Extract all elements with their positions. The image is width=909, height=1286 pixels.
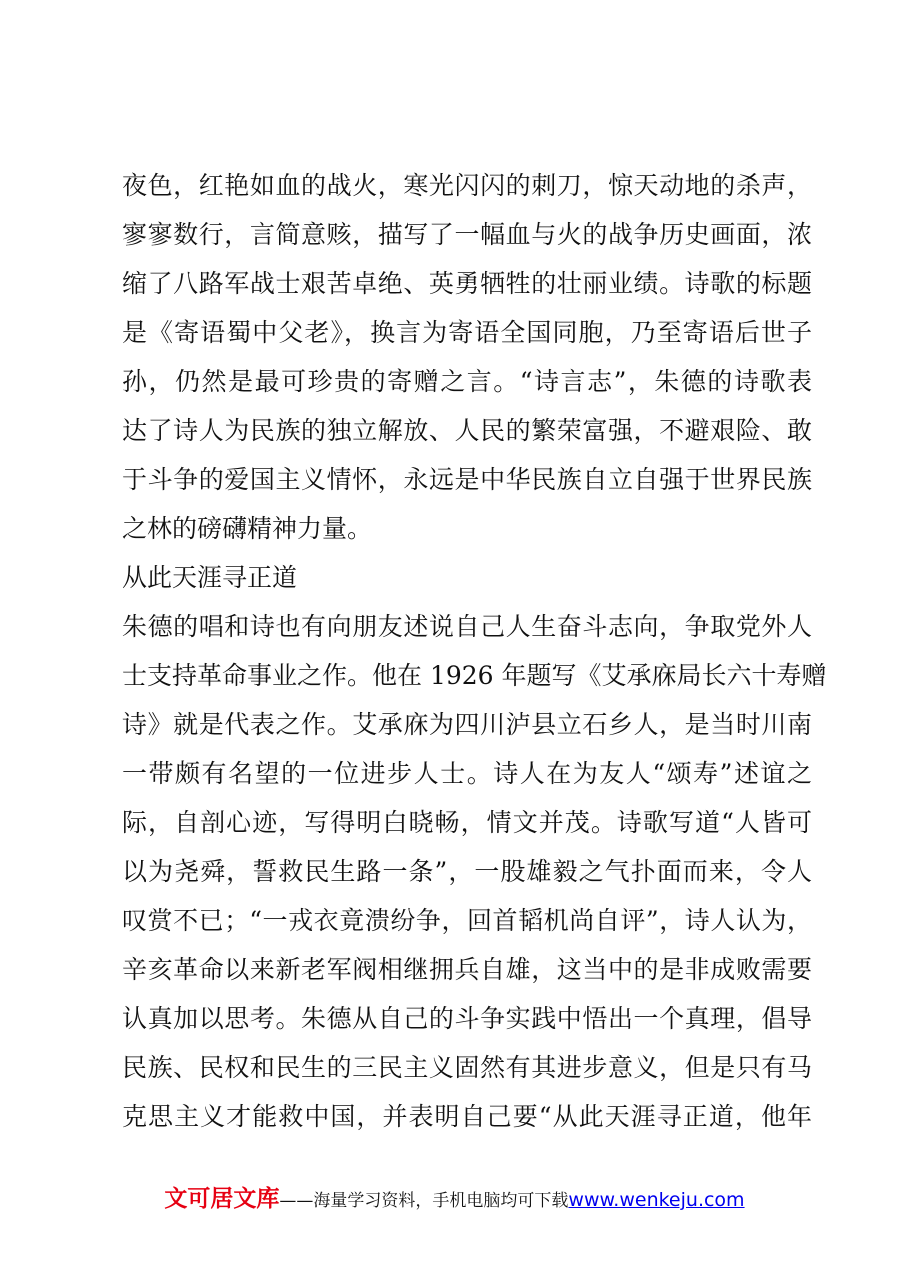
text-line: 孙，仍然是最可珍贵的寄赠之言。“诗言志”，朱德的诗歌表 <box>122 367 812 396</box>
text-line: 辛亥革命以来新老军阀相继拥兵自雄，这当中的是非成败需要 <box>122 955 812 984</box>
section-heading: 从此天涯寻正道 <box>122 563 298 592</box>
text-line: 以为尧舜，誓救民生路一条”，一股雄毅之气扑面而来，令人 <box>122 857 812 886</box>
page-footer <box>0 1180 909 1213</box>
text-line: 际，自剖心迹，写得明白晓畅，情文并茂。诗歌写道“人皆可 <box>122 808 812 837</box>
footer-brand: 文可居文库 <box>164 1186 280 1212</box>
text-line: 认真加以思考。朱德从自己的斗争实践中悟出一个真理，倡导 <box>122 1004 812 1033</box>
text-line: 诗》就是代表之作。艾承庥为四川泸县立石乡人，是当时川南 <box>122 710 812 739</box>
text-line: 是《寄语蜀中父老》，换言为寄语全国同胞，乃至寄语后世子 <box>122 318 812 347</box>
document-body <box>122 161 827 1141</box>
text-line: 士支持革命事业之作。他在 1926 年题写《艾承庥局长六十寿赠 <box>122 661 827 690</box>
text-line: 寥寥数行，言简意赅，描写了一幅血与火的战争历史画面，浓 <box>122 220 812 249</box>
text-line: 缩了八路军战士艰苦卓绝、英勇牺牲的壮丽业绩。诗歌的标题 <box>122 269 812 298</box>
text-line: 朱德的唱和诗也有向朋友述说自己人生奋斗志向，争取党外人 <box>122 612 812 641</box>
paragraph-end-line: 之林的磅礴精神力量。 <box>122 514 373 543</box>
text-line: 民族、民权和民生的三民主义固然有其进步意义，但是只有马 <box>122 1053 812 1082</box>
text-line: 克思主义才能救中国，并表明自己要“从此天涯寻正道，他年 <box>122 1102 812 1131</box>
footer-tagline: ——海量学习资料，手机电脑均可下载 <box>279 1191 569 1211</box>
text-line: 叹赏不已；“一戎衣竟溃纷争，回首韬机尚自评”，诗人认为， <box>122 906 812 935</box>
footer-website-link[interactable]: www.wenkeju.com <box>568 1189 745 1211</box>
text-line: 于斗争的爱国主义情怀，永远是中华民族自立自强于世界民族 <box>122 465 812 494</box>
text-line: 夜色，红艳如血的战火，寒光闪闪的刺刀，惊天动地的杀声， <box>122 171 812 200</box>
text-line: 一带颇有名望的一位进步人士。诗人在为友人“颂寿”述谊之 <box>122 759 812 788</box>
text-line: 达了诗人为民族的独立解放、人民的繁荣富强，不避艰险、敢 <box>122 416 812 445</box>
